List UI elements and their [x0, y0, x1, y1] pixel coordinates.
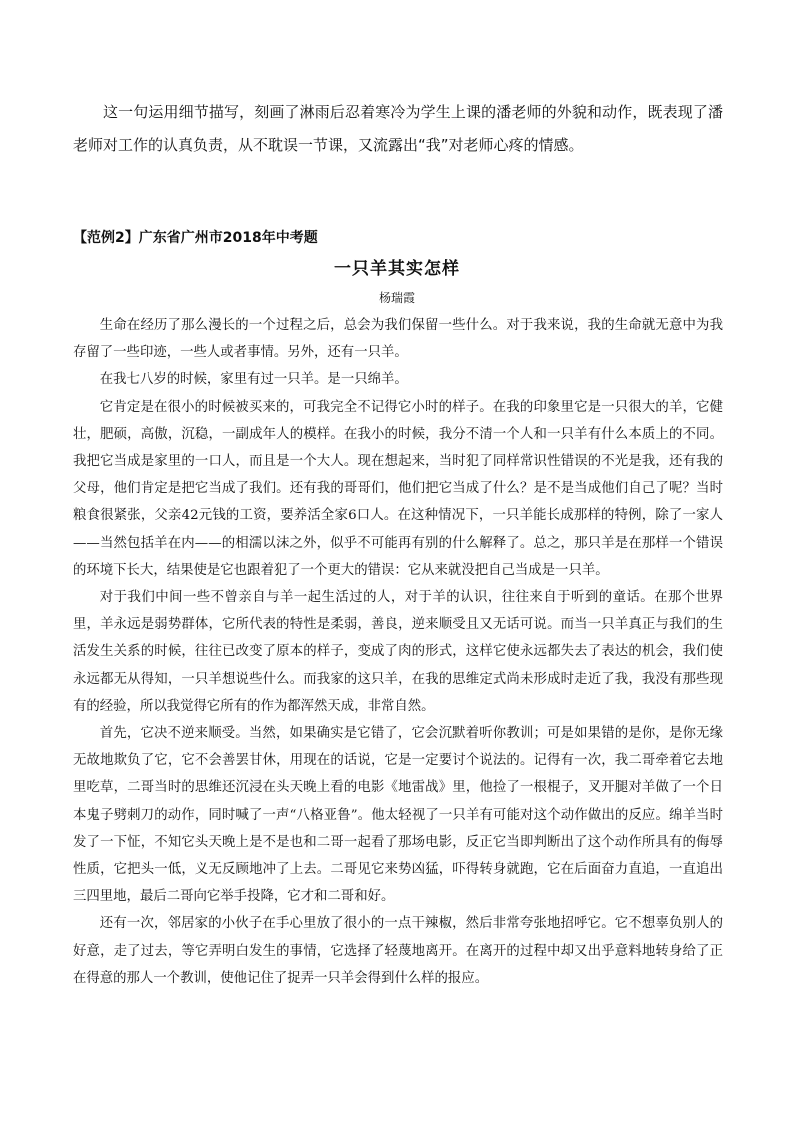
- example-label: 【范例2】广东省广州市2018年中考题: [73, 230, 318, 246]
- article-paragraph: 首先，它决不逆来顺受。当然，如果确实是它错了，它会沉默着听你教训；可是如果错的是你，是你无缘无故地欺负了它，它不会善罢甘休，用现在的话说，它是一定要讨个说法的。记得有一次，我二哥牵着它去地里吃草，二哥当时的思维还沉浸在头天晚上看的电影《地雷战》里，他捡了一根棍子，叉开腿对羊做了一个日本鬼子劈刺刀的动作，同时喊了一声“八格亚鲁”。他太轻视了一只羊有可能对这个动作做出的反应。绵羊当时发了一下怔，不知它头天晚上是不是也和二哥一起看了那场电影，反正它当即判断出了这个动作所具有的侮辱性质，它把头一低，义无反顾地冲了上去。二哥见它来势凶猛，吓得转身就跑，它在后面奋力直追，一直追出三四里地，最后二哥向它举手投降，它才和二哥和好。: [73, 726, 723, 905]
- article-title: 一只羊其实怎样: [334, 259, 460, 279]
- article-paragraph: 对于我们中间一些不曾亲自与羊一起生活过的人，对于羊的认识，往往来自于听到的童话。在那个世界里，羊永远是弱势群体，它所代表的特性是柔弱，善良，逆来顺受且又无话可说。而当一只羊真正与我们的生活发生关系的时候，往往已改变了原本的样子，变成了肉的形式，这样它使永远都失去了表达的机会，我们使永远都无从得知，一只羊想说些什么。而我家的这只羊，在我的思维定式尚未形成时走近了我，我没有那些现有的经验，所以我觉得它所有的作为都浑然天成，非常自然。: [73, 590, 723, 714]
- article-author: 杨瑞霞: [378, 291, 415, 305]
- article-body: [73, 312, 723, 992]
- article-paragraph: 在我七八岁的时候，家里有过一只羊。是一只绵羊。: [99, 372, 408, 388]
- article-paragraph: 生命在经历了那么漫长的一个过程之后，总会为我们保留一些什么。对于我来说，我的生命就无意中为我存留了一些印迹，一些人或者事情。另外，还有一只羊。: [73, 318, 723, 361]
- intro-paragraph: 这一句运用细节描写，刻画了淋雨后忍着寒冷为学生上课的潘老师的外貌和动作，既表现了潘老师对工作的认真负责，从不耽误一节课，又流露出“我”对老师心疼的情感。: [73, 103, 723, 154]
- article-paragraph: 还有一次，邻居家的小伙子在手心里放了很小的一点干辣椒，然后非常夸张地招呼它。它不想辜负别人的好意，走了过去，等它弄明白发生的事情，它选择了轻蔑地离开。在离开的过程中却又出乎意料地转身给了正在得意的那人一个教训，使他记住了捉弄一只羊会得到什么样的报应。: [73, 916, 723, 986]
- article-paragraph: 它肯定是在很小的时候被买来的，可我完全不记得它小时的样子。在我的印象里它是一只很大的羊，它健壮，肥硕，高傲，沉稳，一副成年人的模样。在我小的时候，我分不清一个人和一只羊有什么本质上的不同。我把它当成是家里的一口人，而且是一个大人。现在想起来，当时犯了同样常识性错误的不光是我，还有我的父母，他们肯定是把它当成了我们。还有我的哥哥们，他们把它当成了什么？是不是当成他们自己了呢？当时粮食很紧张，父亲42元钱的工资，要养活全家6口人。在这种情况下，一只羊能长成那样的特例，除了一家人——当然包括羊在内——的相濡以沫之外，似乎不可能再有别的什么解释了。总之，那只羊是在那样一个错误的环境下长大，结果使是它也跟着犯了一个更大的错误：它从来就没把自己当成是一只羊。: [73, 399, 723, 578]
